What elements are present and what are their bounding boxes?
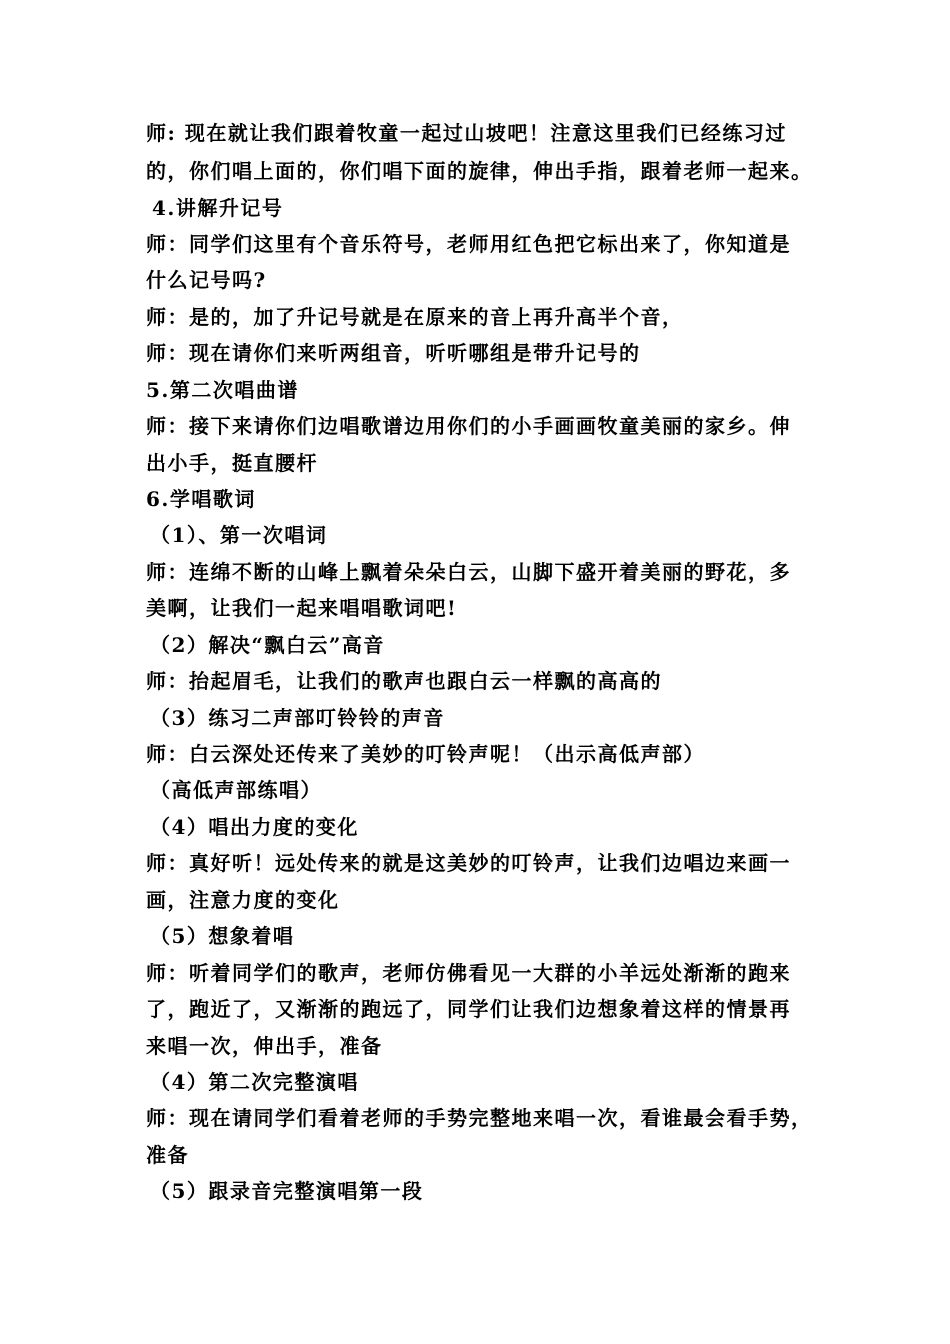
text-line-1: 师: 现在就让我们跟着牧童一起过山坡吧！注意这里我们已经练习过 xyxy=(146,121,787,145)
text-line-9: 师：接下来请你们边唱歌谱边用你们的小手画画牧童美丽的家乡。伸 xyxy=(146,414,791,438)
text-line-16: 师：抬起眉毛，让我们的歌声也跟白云一样飘的高高的 xyxy=(146,669,662,693)
text-line-13: 师：连绵不断的山峰上飘着朵朵白云，山脚下盛开着美丽的野花，多 xyxy=(146,560,791,584)
text-line-6: 师：是的，加了升记号就是在原来的音上再升高半个音， xyxy=(146,305,684,329)
subsection-4a: （4）唱出力度的变化 xyxy=(150,815,359,839)
text-line-28: 师：现在请同学们看着老师的手势完整地来唱一次，看谁最会看手势， xyxy=(146,1106,813,1130)
text-line-18: 师：白云深处还传来了美妙的叮铃声呢！（出示高低声部） xyxy=(146,742,705,766)
subsection-1: （1）、第一次唱词 xyxy=(150,523,328,547)
text-line-7: 师：现在请你们来听两组音，听听哪组是带升记号的 xyxy=(146,341,641,365)
section-heading-6: 6.学唱歌词 xyxy=(146,487,256,511)
text-line-22: 画，注意力度的变化 xyxy=(146,888,340,912)
text-line-2: 的，你们唱上面的，你们唱下面的旋律，伸出手指，跟着老师一起来。 xyxy=(146,159,813,183)
section-heading-5: 5.第二次唱曲谱 xyxy=(146,378,299,402)
section-heading-4: 4.讲解升记号 xyxy=(152,196,284,220)
subsection-5a: （5）想象着唱 xyxy=(150,924,295,948)
text-line-4: 师：同学们这里有个音乐符号，老师用红色把它标出来了，你知道是 xyxy=(146,232,791,256)
subsection-4b: （4）第二次完整演唱 xyxy=(150,1070,359,1094)
text-line-21: 师：真好听！远处传来的就是这美妙的叮铃声，让我们边唱边来画一 xyxy=(146,851,791,875)
text-line-5: 什么记号吗? xyxy=(146,268,267,292)
text-line-26: 来唱一次，伸出手，准备 xyxy=(146,1034,383,1058)
text-line-29: 准备 xyxy=(146,1143,189,1167)
text-line-14: 美啊，让我们一起来唱唱歌词吧! xyxy=(146,596,458,620)
text-line-25: 了，跑近了，又渐渐的跑远了，同学们让我们边想象着这样的情景再 xyxy=(146,997,791,1021)
text-line-19: （高低声部练唱） xyxy=(150,778,322,802)
text-line-24: 师：听着同学们的歌声，老师仿佛看见一大群的小羊远处渐渐的跑来 xyxy=(146,961,791,985)
subsection-2: （2）解决“飘白云”高音 xyxy=(150,633,385,657)
text-line-10: 出小手，挺直腰杆 xyxy=(146,451,318,475)
subsection-5b: （5）跟录音完整演唱第一段 xyxy=(150,1179,424,1203)
subsection-3: （3）练习二声部叮铃铃的声音 xyxy=(150,706,445,730)
